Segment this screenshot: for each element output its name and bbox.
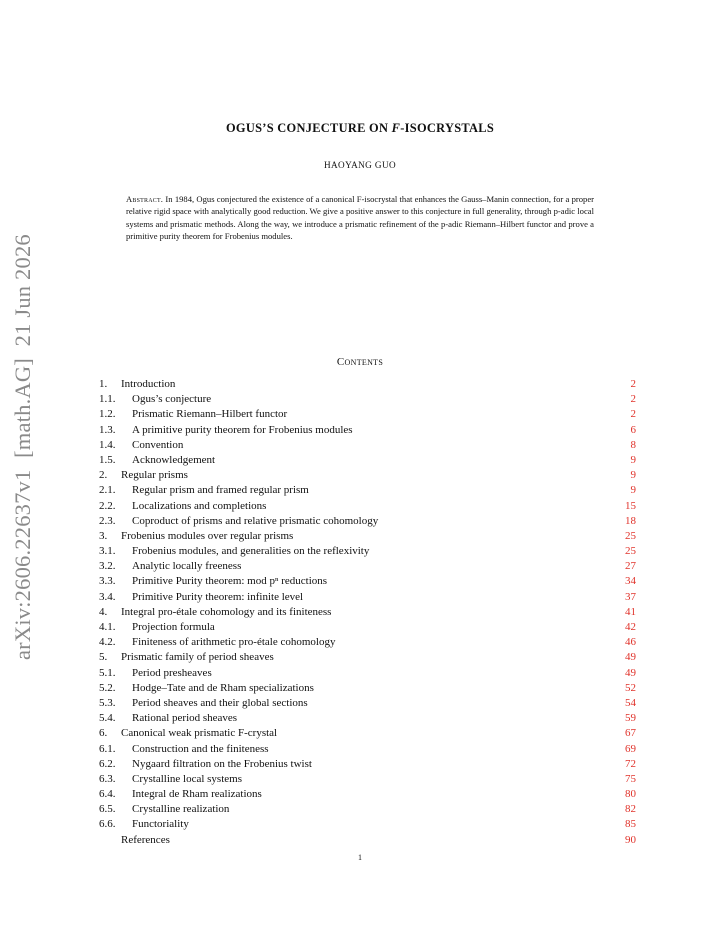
toc-section-number: 2.1. [99, 484, 116, 497]
toc-row[interactable] [99, 423, 636, 438]
toc-page-link[interactable]: 49 [625, 666, 636, 679]
toc-section-title: Convention [132, 438, 184, 451]
toc-entry[interactable] [99, 407, 287, 422]
toc-page-link[interactable]: 27 [625, 560, 636, 573]
toc-row[interactable] [99, 620, 636, 635]
toc-section-number: 6.2. [99, 757, 116, 770]
toc-section-number: 3.4. [99, 590, 116, 603]
toc-section-title: Analytic locally freeness [132, 560, 242, 573]
toc-section-title: Construction and the finiteness [132, 742, 269, 755]
toc-section-number: 6.3. [99, 772, 116, 785]
toc-row[interactable] [99, 666, 636, 681]
toc-section-number: 2.3. [99, 514, 116, 527]
toc-section-number: 1.4. [99, 438, 116, 451]
toc-section-title: Crystalline realization [132, 803, 230, 816]
toc-section-number: 1. [99, 378, 108, 390]
toc-entry[interactable] [99, 499, 266, 514]
toc-section-title: Frobenius modules over regular prisms [121, 529, 294, 542]
toc-section-title: References [121, 833, 170, 846]
toc-page-link[interactable]: 54 [625, 696, 636, 709]
toc-row[interactable] [99, 787, 636, 802]
author-name: HAOYANG GUO [323, 160, 397, 170]
toc-entry[interactable] [99, 423, 353, 438]
toc-section-number: 5.4. [99, 712, 116, 725]
toc-row[interactable] [99, 635, 636, 650]
toc-row[interactable] [99, 529, 636, 544]
toc-page-link[interactable]: 34 [625, 575, 636, 588]
toc-page-link[interactable]: 9 [630, 453, 636, 466]
toc-section-title: Crystalline local systems [132, 772, 242, 785]
toc-section-number: 6.5. [99, 803, 116, 816]
toc-page-link[interactable]: 2 [630, 378, 636, 390]
toc-page-link[interactable]: 59 [625, 712, 636, 725]
toc-row[interactable] [99, 438, 636, 453]
toc-section-number: 2. [99, 469, 108, 482]
abstract-label: Abstract. [126, 194, 164, 204]
toc-entry[interactable] [99, 666, 212, 681]
toc-entry[interactable] [99, 726, 277, 741]
toc-section-title: Canonical weak prismatic F-crystal [121, 727, 278, 740]
toc-page-link[interactable]: 2 [630, 408, 636, 421]
toc-entry[interactable] [99, 620, 215, 635]
toc-page-link[interactable]: 8 [630, 438, 636, 451]
toc-row[interactable] [99, 590, 636, 605]
toc-row[interactable] [99, 605, 636, 620]
toc-section-title: Nygaard filtration on the Frobenius twist [132, 757, 312, 770]
toc-section-number: 5. [99, 651, 108, 664]
toc-row[interactable] [99, 742, 636, 757]
toc-row[interactable] [99, 544, 636, 559]
toc-row[interactable] [99, 483, 636, 498]
toc-entry[interactable] [99, 377, 175, 392]
toc-page-link[interactable]: 82 [625, 803, 636, 816]
toc-section-number: 4.1. [99, 621, 116, 633]
toc-entry[interactable] [99, 802, 229, 817]
toc-row[interactable] [99, 681, 636, 696]
toc-section-title: Prismatic Riemann–Hilbert functor [132, 408, 288, 421]
toc-row[interactable] [99, 772, 636, 787]
toc-entry[interactable] [99, 529, 293, 544]
toc-entry[interactable] [99, 650, 274, 665]
toc-row[interactable] [99, 377, 636, 392]
toc-page-link[interactable]: 46 [625, 636, 636, 649]
abstract [126, 193, 594, 242]
toc-row[interactable] [99, 574, 636, 589]
toc-page-link[interactable]: 52 [625, 681, 636, 694]
toc-section-number: 5.3. [99, 696, 116, 709]
toc-entry[interactable] [99, 468, 188, 483]
toc-row[interactable] [99, 696, 636, 711]
toc-section-title: Integral de Rham realizations [132, 788, 262, 801]
toc-page-link[interactable]: 85 [625, 818, 636, 831]
toc-page-link[interactable]: 15 [625, 499, 636, 512]
toc-section-title: Hodge–Tate and de Rham specializations [132, 681, 314, 694]
toc-page-link[interactable]: 67 [625, 727, 636, 740]
toc-section-number: 1.3. [99, 423, 116, 436]
toc-section-number: 1.5. [99, 453, 116, 466]
toc-row[interactable] [99, 453, 636, 468]
toc-entry[interactable] [99, 696, 308, 711]
toc-section-title: Regular prism and framed regular prism [132, 484, 309, 497]
toc-section-number: 4. [99, 605, 108, 618]
toc-page-link[interactable]: 69 [625, 742, 636, 755]
toc-section-number: 5.2. [99, 681, 116, 694]
toc-section-title: Rational period sheaves [132, 712, 238, 725]
title-part-1: OGUS’S CONJECTURE ON [225, 121, 392, 135]
toc-section-number: 6.4. [99, 788, 116, 801]
toc-section-title: Prismatic family of period sheaves [121, 651, 274, 664]
toc-section-number: 3. [99, 529, 108, 542]
toc-page-link[interactable]: 72 [625, 757, 636, 770]
toc-entry[interactable] [99, 742, 269, 757]
toc-entry[interactable] [99, 635, 335, 650]
toc-entry[interactable] [99, 453, 215, 468]
toc-section-number: 4.2. [99, 636, 116, 649]
toc-entry[interactable] [99, 392, 211, 407]
toc-entry[interactable] [99, 544, 369, 559]
toc-page-link[interactable]: 42 [625, 621, 636, 633]
toc-entry[interactable] [99, 833, 170, 848]
toc-section-title: Projection formula [132, 621, 215, 633]
title-italic-f: F [391, 121, 401, 135]
toc-entry[interactable] [99, 757, 312, 772]
toc-section-title: Introduction [121, 378, 176, 390]
toc-section-number: 6.6. [99, 818, 116, 831]
toc-section-title: Regular prisms [121, 469, 188, 482]
toc-section-title: Finiteness of arithmetic pro-étale cohomology [132, 636, 336, 649]
toc-section-number: 1.1. [99, 393, 116, 406]
toc-page-link[interactable]: 90 [625, 833, 636, 846]
toc-row[interactable] [99, 650, 636, 665]
toc-section-number: 3.2. [99, 560, 116, 573]
toc-page-link[interactable]: 80 [625, 788, 636, 801]
toc-section-number: 6.1. [99, 742, 116, 755]
toc-section-title: Functoriality [132, 818, 189, 831]
paper-title [0, 121, 720, 136]
toc-page-link[interactable]: 41 [625, 605, 636, 618]
toc-page-link[interactable]: 18 [625, 514, 636, 527]
toc-row[interactable] [99, 757, 636, 772]
toc-section-title: Period sheaves and their global sections [132, 696, 308, 709]
toc-entry[interactable] [99, 574, 327, 589]
toc-section-title: Acknowledgement [132, 453, 216, 466]
toc-row[interactable] [99, 711, 636, 726]
toc-row[interactable] [99, 802, 636, 817]
toc-page-link[interactable]: 9 [630, 484, 636, 497]
toc-entry[interactable] [99, 438, 183, 453]
toc-page-link[interactable]: 25 [625, 529, 636, 542]
toc-entry[interactable] [99, 787, 262, 802]
arxiv-identifier-stamp[interactable]: arXiv:2606.22637v1 [math.AG] 21 Jun 2026 [10, 234, 35, 660]
toc-entry[interactable] [99, 711, 237, 726]
toc-entry[interactable] [99, 483, 309, 498]
toc-row[interactable] [99, 392, 636, 407]
toc-row[interactable] [99, 499, 636, 514]
toc-row[interactable] [99, 468, 636, 483]
toc-page-link[interactable]: 6 [630, 423, 636, 436]
toc-section-title: Period presheaves [132, 666, 212, 679]
toc-section-title: Primitive Purity theorem: mod pⁿ reductions [132, 575, 328, 588]
toc-page-link[interactable]: 37 [625, 590, 636, 603]
abstract-text: In 1984, Ogus conjectured the existence of a canonical F-isocrystal that enhances the Gauss–Manin connection, for a proper relative rigid space with analytically good reduction. We give a positive answer to this conjecture in full generality, through p-adic local systems and prismatic methods. Along the way, we introduce a prismatic refinement of the p-adic Riemann–Hilbert functor and prove a primitive purity theorem for Frobenius modules. [126, 194, 594, 241]
toc-entry[interactable] [99, 817, 189, 832]
toc-row[interactable] [99, 833, 636, 848]
toc-row[interactable] [99, 514, 636, 529]
toc-entry[interactable] [99, 772, 242, 787]
toc-page-link[interactable]: 2 [630, 393, 636, 406]
toc-section-title: Localizations and completions [132, 499, 267, 512]
toc-entry[interactable] [99, 605, 331, 620]
toc-section-number: 6. [99, 727, 108, 740]
toc-entry[interactable] [99, 590, 303, 605]
toc-page-link[interactable]: 75 [625, 772, 636, 785]
toc-row[interactable] [99, 407, 636, 422]
toc-section-title: Integral pro-étale cohomology and its finiteness [121, 605, 332, 618]
title-part-2: -ISOCRYSTALS [400, 121, 495, 135]
toc-section-title: Coproduct of prisms and relative prismatic cohomology [132, 514, 379, 527]
toc-section-number: 3.1. [99, 545, 116, 558]
toc-page-link[interactable]: 25 [625, 545, 636, 558]
toc-section-number: 2.2. [99, 499, 116, 512]
toc-section-title: Ogus’s conjecture [132, 393, 212, 406]
toc-row[interactable] [99, 559, 636, 574]
toc-row[interactable] [99, 817, 636, 832]
toc-entry[interactable] [99, 514, 378, 529]
page-number: 1 [358, 853, 362, 862]
toc-section-title: Frobenius modules, and generalities on the reflexivity [132, 545, 370, 558]
toc-section-number: 5.1. [99, 666, 116, 679]
toc-entry[interactable] [99, 681, 314, 696]
toc-page-link[interactable]: 9 [630, 469, 636, 482]
toc-section-title: Primitive Purity theorem: infinite level [132, 590, 304, 603]
toc-row[interactable] [99, 726, 636, 741]
table-of-contents [99, 377, 636, 848]
toc-section-title: A primitive purity theorem for Frobenius modules [132, 423, 353, 436]
contents-heading: Contents [336, 356, 384, 368]
toc-entry[interactable] [99, 559, 241, 574]
toc-page-link[interactable]: 49 [625, 651, 636, 664]
toc-section-number: 1.2. [99, 408, 116, 421]
toc-section-number: 3.3. [99, 575, 116, 588]
